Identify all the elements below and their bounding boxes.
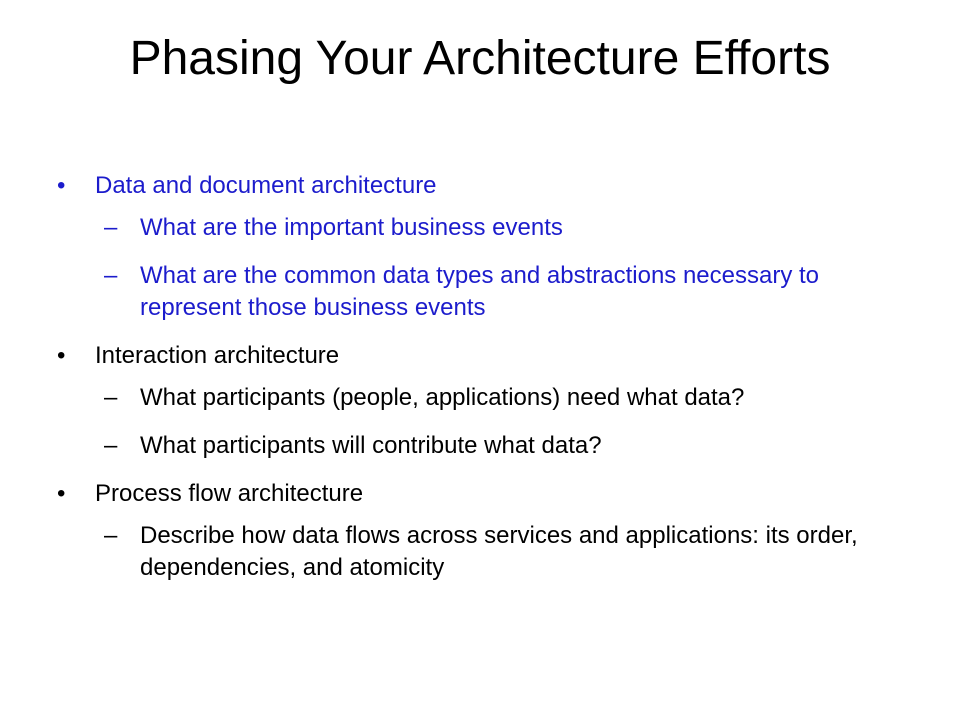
- sub-item: [0, 212, 960, 244]
- dash-icon: –: [104, 384, 118, 411]
- bullet-text: Interaction architecture: [95, 342, 340, 369]
- sub-item: [0, 430, 960, 462]
- dash-icon: –: [104, 262, 118, 289]
- dash-icon: –: [104, 214, 118, 241]
- sub-item: [0, 382, 960, 414]
- sub-item-text: What participants will contribute what data?: [140, 432, 602, 459]
- bullet-list: [0, 170, 960, 600]
- bullet-text: Process flow architecture: [95, 480, 364, 507]
- bullet-icon: •: [57, 342, 66, 369]
- sub-list: [95, 520, 960, 584]
- sub-list: [95, 382, 960, 462]
- bullet-item: [0, 170, 960, 324]
- slide-title: Phasing Your Architecture Efforts: [129, 32, 831, 85]
- dash-icon: –: [104, 432, 118, 459]
- bullet-icon: •: [57, 480, 66, 507]
- bullet-item: [0, 478, 960, 584]
- sub-item-text: What participants (people, applications) need what data?: [140, 384, 745, 411]
- sub-list: [95, 212, 960, 324]
- bullet-text: Data and document architecture: [95, 172, 437, 199]
- bullet-item: [0, 340, 960, 462]
- sub-item-text: Describe how data flows across services and applications: its order, dependencies, and atomicity: [140, 522, 858, 581]
- dash-icon: –: [104, 522, 118, 549]
- sub-item: [0, 260, 960, 324]
- sub-item-text: What are the common data types and abstractions necessary to represent those business events: [140, 262, 820, 321]
- sub-item-text: What are the important business events: [140, 214, 563, 241]
- sub-item: [0, 520, 960, 584]
- bullet-icon: •: [57, 172, 66, 199]
